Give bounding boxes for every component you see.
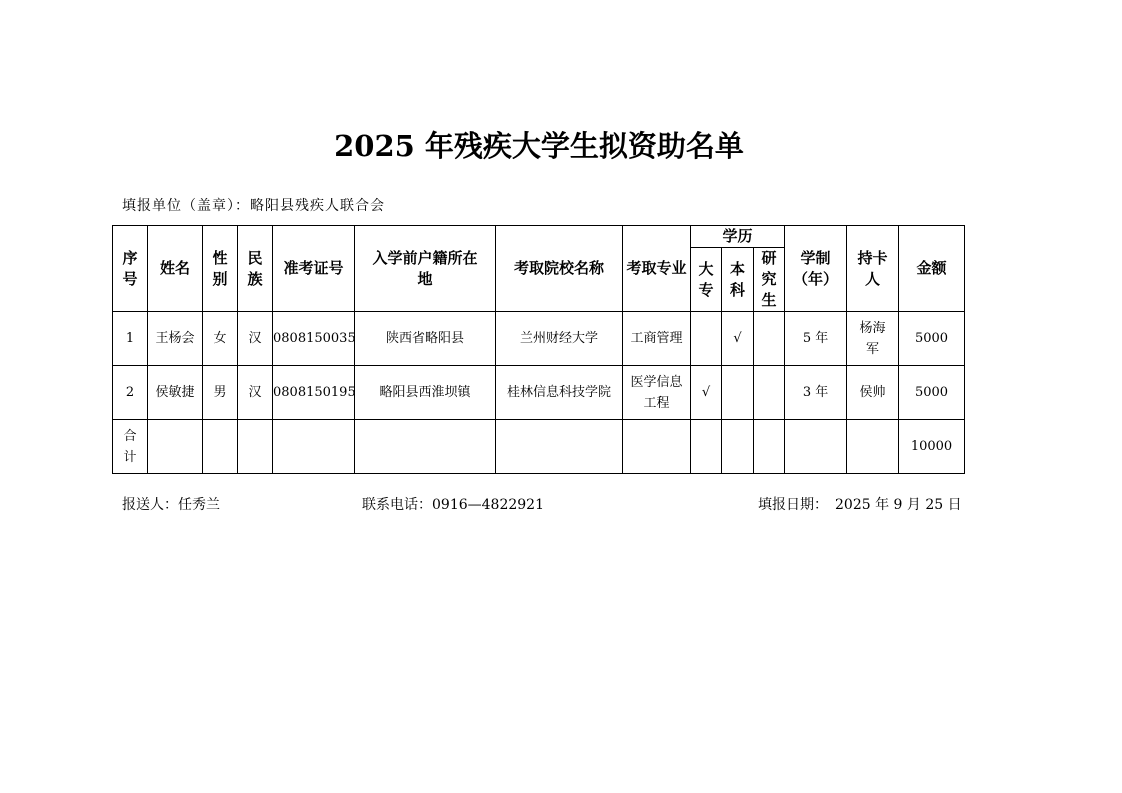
contact-phone: 联系电话：0916—4822921 [362,497,544,513]
cell-exam-no: 0808150035 [273,312,355,366]
total-row [113,420,965,474]
cell-ethnicity: 汉 [238,366,273,420]
subsidy-table [112,225,965,474]
cell-gender: 女 [203,312,238,366]
report-date: 填报日期： 2025 年 9 月 25 日 [758,497,962,513]
cell-school: 桂林信息科技学院 [496,366,623,420]
cell-edu-bachelor [722,366,754,420]
table-row [113,366,965,420]
cell-edu-graduate [754,312,785,366]
header-edu-graduate: 研究生 [754,248,785,312]
header-name: 姓名 [148,226,203,312]
header-school: 考取院校名称 [496,226,623,312]
header-major: 考取专业 [623,226,691,312]
header-exam-no: 准考证号 [273,226,355,312]
cell-edu-graduate [754,366,785,420]
header-edu-junior: 大专 [691,248,722,312]
cell-edu-bachelor: √ [722,312,754,366]
reporter: 报送人：任秀兰 [122,497,220,513]
cell-name: 侯敏捷 [148,366,203,420]
cell-exam-no: 0808150195 [273,366,355,420]
cell-school: 兰州财经大学 [496,312,623,366]
cell-gender: 男 [203,366,238,420]
cell-major: 医学信息工程 [623,366,691,420]
cell-edu-junior [691,312,722,366]
cell-edu-junior: √ [691,366,722,420]
total-label: 合计 [113,420,148,474]
document-title: 2025 年残疾大学生拟资助名单 [334,129,744,163]
reporting-unit: 填报单位（盖章）：略阳县残疾人联合会 [122,198,385,214]
header-ethnicity: 民族 [238,226,273,312]
cell-amount: 5000 [899,312,965,366]
header-duration: 学制（年） [785,226,847,312]
total-amount: 10000 [899,420,965,474]
cell-hometown: 略阳县西淮坝镇 [355,366,496,420]
cell-hometown: 陕西省略阳县 [355,312,496,366]
cell-card-holder: 侯帅 [847,366,899,420]
header-edu-bachelor: 本科 [722,248,754,312]
header-amount: 金额 [899,226,965,312]
cell-name: 王杨会 [148,312,203,366]
cell-ethnicity: 汉 [238,312,273,366]
cell-major: 工商管理 [623,312,691,366]
cell-card-holder: 杨海军 [847,312,899,366]
header-hometown: 入学前户籍所在地 [355,226,496,312]
cell-duration: 3 年 [785,366,847,420]
table-row [113,312,965,366]
header-gender: 性别 [203,226,238,312]
header-education: 学历 [691,226,785,248]
cell-seq: 1 [113,312,148,366]
header-card-holder: 持卡人 [847,226,899,312]
cell-duration: 5 年 [785,312,847,366]
header-seq: 序号 [113,226,148,312]
table-header-row [113,226,965,248]
cell-seq: 2 [113,366,148,420]
cell-amount: 5000 [899,366,965,420]
